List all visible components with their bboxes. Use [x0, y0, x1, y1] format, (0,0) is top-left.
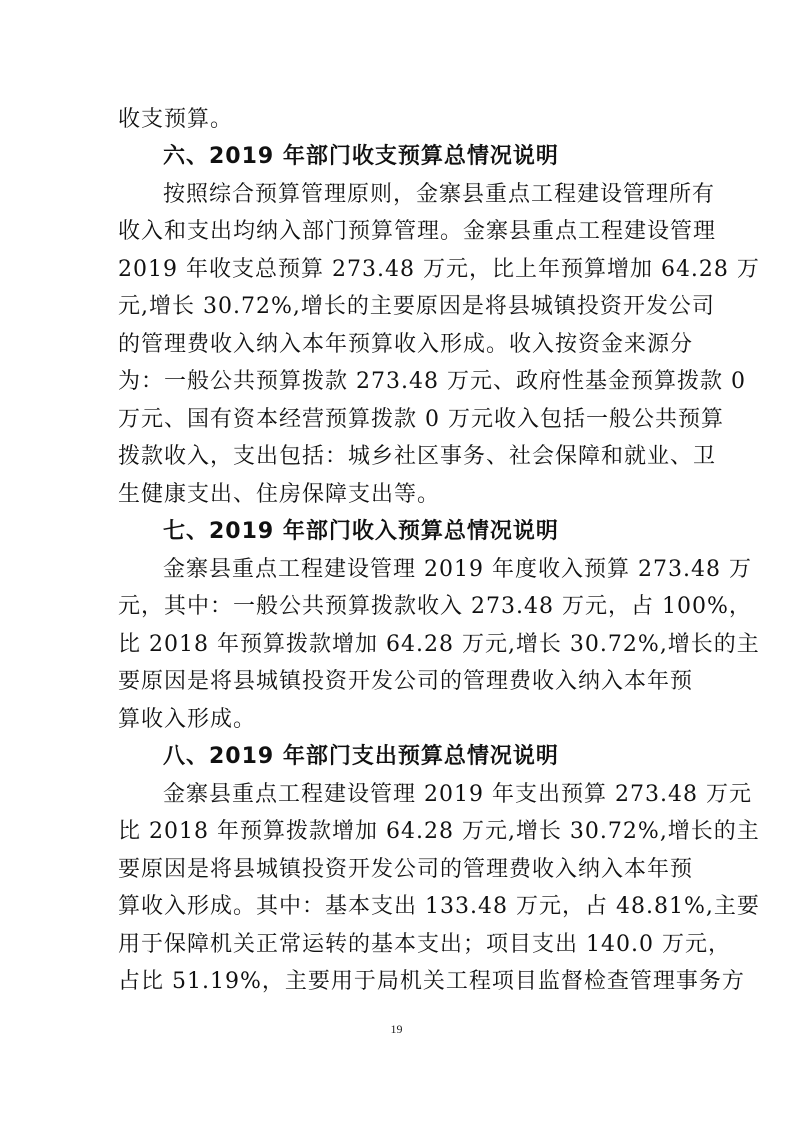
text-line: 要原因是将县城镇投资开发公司的管理费收入纳入本年预: [118, 857, 694, 882]
text-line: 收入和支出均纳入部门预算管理。金寨县重点工程建设管理: [118, 219, 717, 244]
text-line: 用于保障机关正常运转的基本支出；项目支出 140.0 万元，: [118, 932, 731, 957]
text-line: 要原因是将县城镇投资开发公司的管理费收入纳入本年预: [118, 669, 694, 694]
text-line: 收支预算。: [118, 107, 234, 132]
text-line: 元，其中：一般公共预算拨款收入 273.48 万元，占 100%，: [118, 594, 752, 619]
text-line: 2019 年收支总预算 273.48 万元，比上年预算增加 64.28 万: [118, 257, 760, 282]
section-heading-6: 六、2019 年部门收支预算总情况说明: [163, 144, 559, 169]
text-line: 算收入形成。其中：基本支出 133.48 万元，占 48.81%,主要: [118, 894, 760, 919]
text-line: 金寨县重点工程建设管理 2019 年度收入预算 273.48 万: [163, 557, 752, 582]
text-line: 金寨县重点工程建设管理 2019 年支出预算 273.48 万元: [163, 782, 752, 807]
text-line: 占比 51.19%，主要用于局机关工程项目监督检查管理事务方: [118, 969, 745, 994]
text-line: 的管理费收入纳入本年预算收入形成。收入按资金来源分: [118, 332, 694, 357]
text-line: 算收入形成。: [118, 707, 257, 732]
text-line: 生健康支出、住房保障支出等。: [118, 482, 441, 507]
text-line: 为：一般公共预算拨款 273.48 万元、政府性基金预算拨款 0: [118, 369, 746, 394]
text-line: 按照综合预算管理原则，金寨县重点工程建设管理所有: [163, 182, 716, 207]
text-line: 比 2018 年预算拨款增加 64.28 万元,增长 30.72%,增长的主: [118, 632, 760, 657]
section-heading-8: 八、2019 年部门支出预算总情况说明: [163, 744, 559, 769]
section-heading-7: 七、2019 年部门收入预算总情况说明: [163, 519, 559, 544]
page-number: 19: [390, 1022, 403, 1036]
text-line: 万元、国有资本经营预算拨款 0 万元收入包括一般公共预算: [118, 407, 724, 432]
text-line: 比 2018 年预算拨款增加 64.28 万元,增长 30.72%,增长的主: [118, 819, 760, 844]
text-line: 元,增长 30.72%,增长的主要原因是将县城镇投资开发公司: [118, 294, 715, 319]
text-line: 拨款收入，支出包括：城乡社区事务、社会保障和就业、卫: [118, 444, 717, 469]
